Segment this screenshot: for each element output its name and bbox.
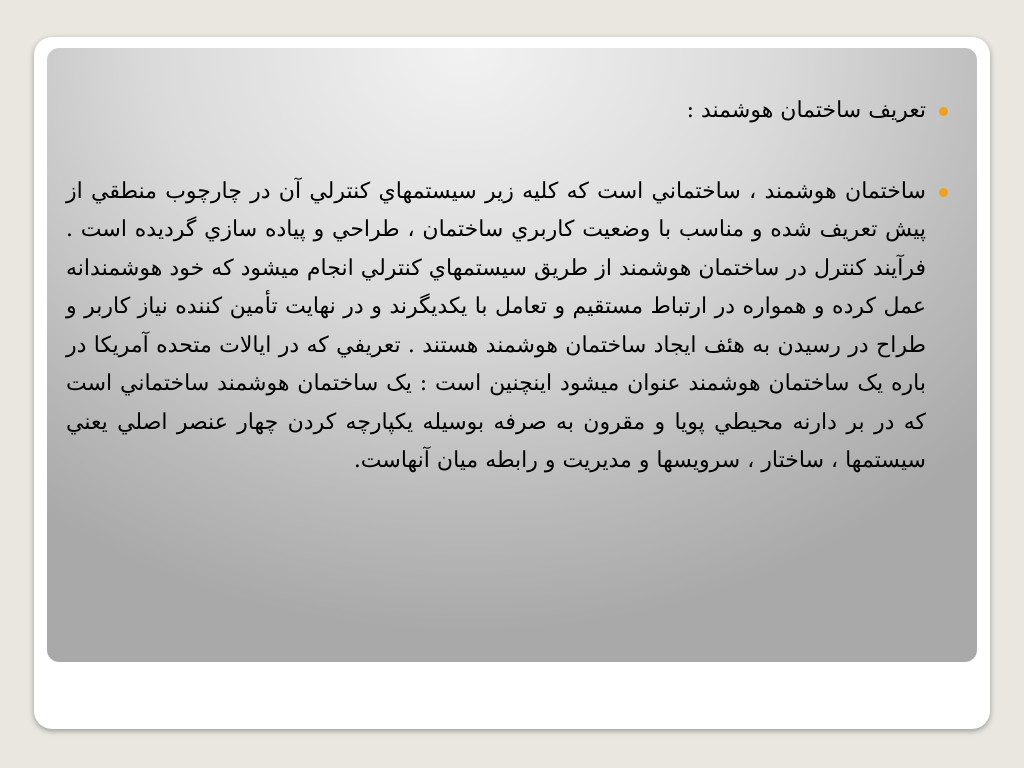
bullet-dot-icon xyxy=(939,188,948,197)
bullet-heading xyxy=(66,92,940,131)
heading-text: تعريف ساختمان هوشمند : xyxy=(686,98,926,123)
paragraph-text: ساختمان هوشمند ، ساختماني است كه كليه زير سيستمهاي كنترلي آن در چارچوب منطقي از پيش تعريف شده و مناسب با وضعيت كاربري ساختمان ، طراحي و پياده سازي گرديده است . فرآيند كنترل در ساختمان هوشمند از طريق سيستمهاي كنترلي انجام ميشود كه خود هوشمندانه عمل كرده و همواره در ارتباط مستقيم و تعامل با يكديگرند و در نهايت تأمين كننده نياز كاربر و طراح در رسيدن به هئف ايجاد ساختمان هوشمند هستند . تعريفي كه در ايالات متحده آمريكا در باره یک ساختمان هوشمند عنوان ميشود اينچنين است : یک ساختمان هوشمند ساختماني است كه در بر دارنه محيطي پويا و مقرون به صرفه بوسيله يكپارچه كردن چهار عنصر اصلي يعني سيستمها ، ساختار ، سرويسها و مديريت و رابطه ميان آنهاست. xyxy=(66,178,926,473)
slide-body xyxy=(66,92,940,481)
bullet-dot-icon xyxy=(939,107,948,116)
bullet-paragraph xyxy=(66,173,940,481)
